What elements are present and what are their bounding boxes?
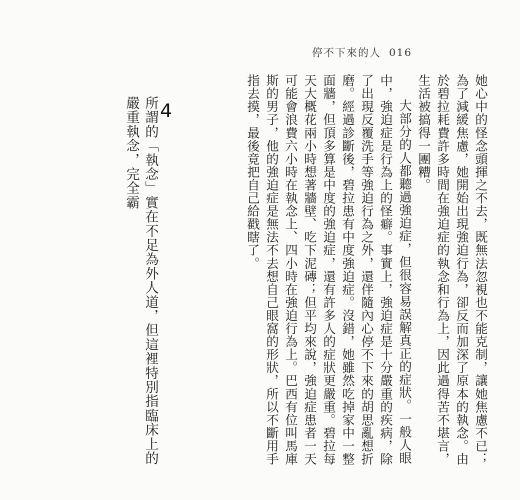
note-number: 4 bbox=[160, 100, 173, 122]
page-number: 016 bbox=[388, 47, 412, 59]
body-text bbox=[190, 74, 490, 474]
paragraph: 大部分的人都聽過強迫症，但很容易誤解真正的症狀。一般人眼中，強迫症是行為上的怪癖。事實上，強迫症是十分嚴重的疾病，除了出現反覆洗手等強迫行為之外，還伴隨內心停不下來的胡思亂想折磨。經過診斷後，碧拉患有中度強迫症。沒錯，她雖然吃掉家中一整面牆，但頂多算是中度的強迫症，還有許多人的症狀更嚴重。碧拉每天大概花兩小時想著牆壁、吃下泥磚；但平均來說，強迫症患者一天可能會浪費六小時在執念上、四小時在強迫行為上。巴西有位叫馬庫斯的男子，他的強迫症是無法不去想自己眼窩的形狀，所以不斷用手指去摸，最後竟把自己給戳瞎了。 bbox=[245, 74, 412, 466]
note-text: 所謂的「執念」實在不足為外人道，但這裡特別指臨床上的嚴重執念，完全霸 bbox=[123, 96, 158, 466]
book-title: 停不下來的人 bbox=[311, 47, 381, 59]
paragraph-continuation: 她心中的怪念頭揮之不去，既無法忽視也不能克制，讓她焦慮不已；為了減緩焦慮，她開始出現強迫行為，卻反而加深了原本的執念。由於碧拉耗費許多時間在強迫症的執念和行為上，因此過得苦不堪言，生活被搞得一團糟。 bbox=[416, 74, 488, 466]
running-header bbox=[312, 45, 412, 60]
